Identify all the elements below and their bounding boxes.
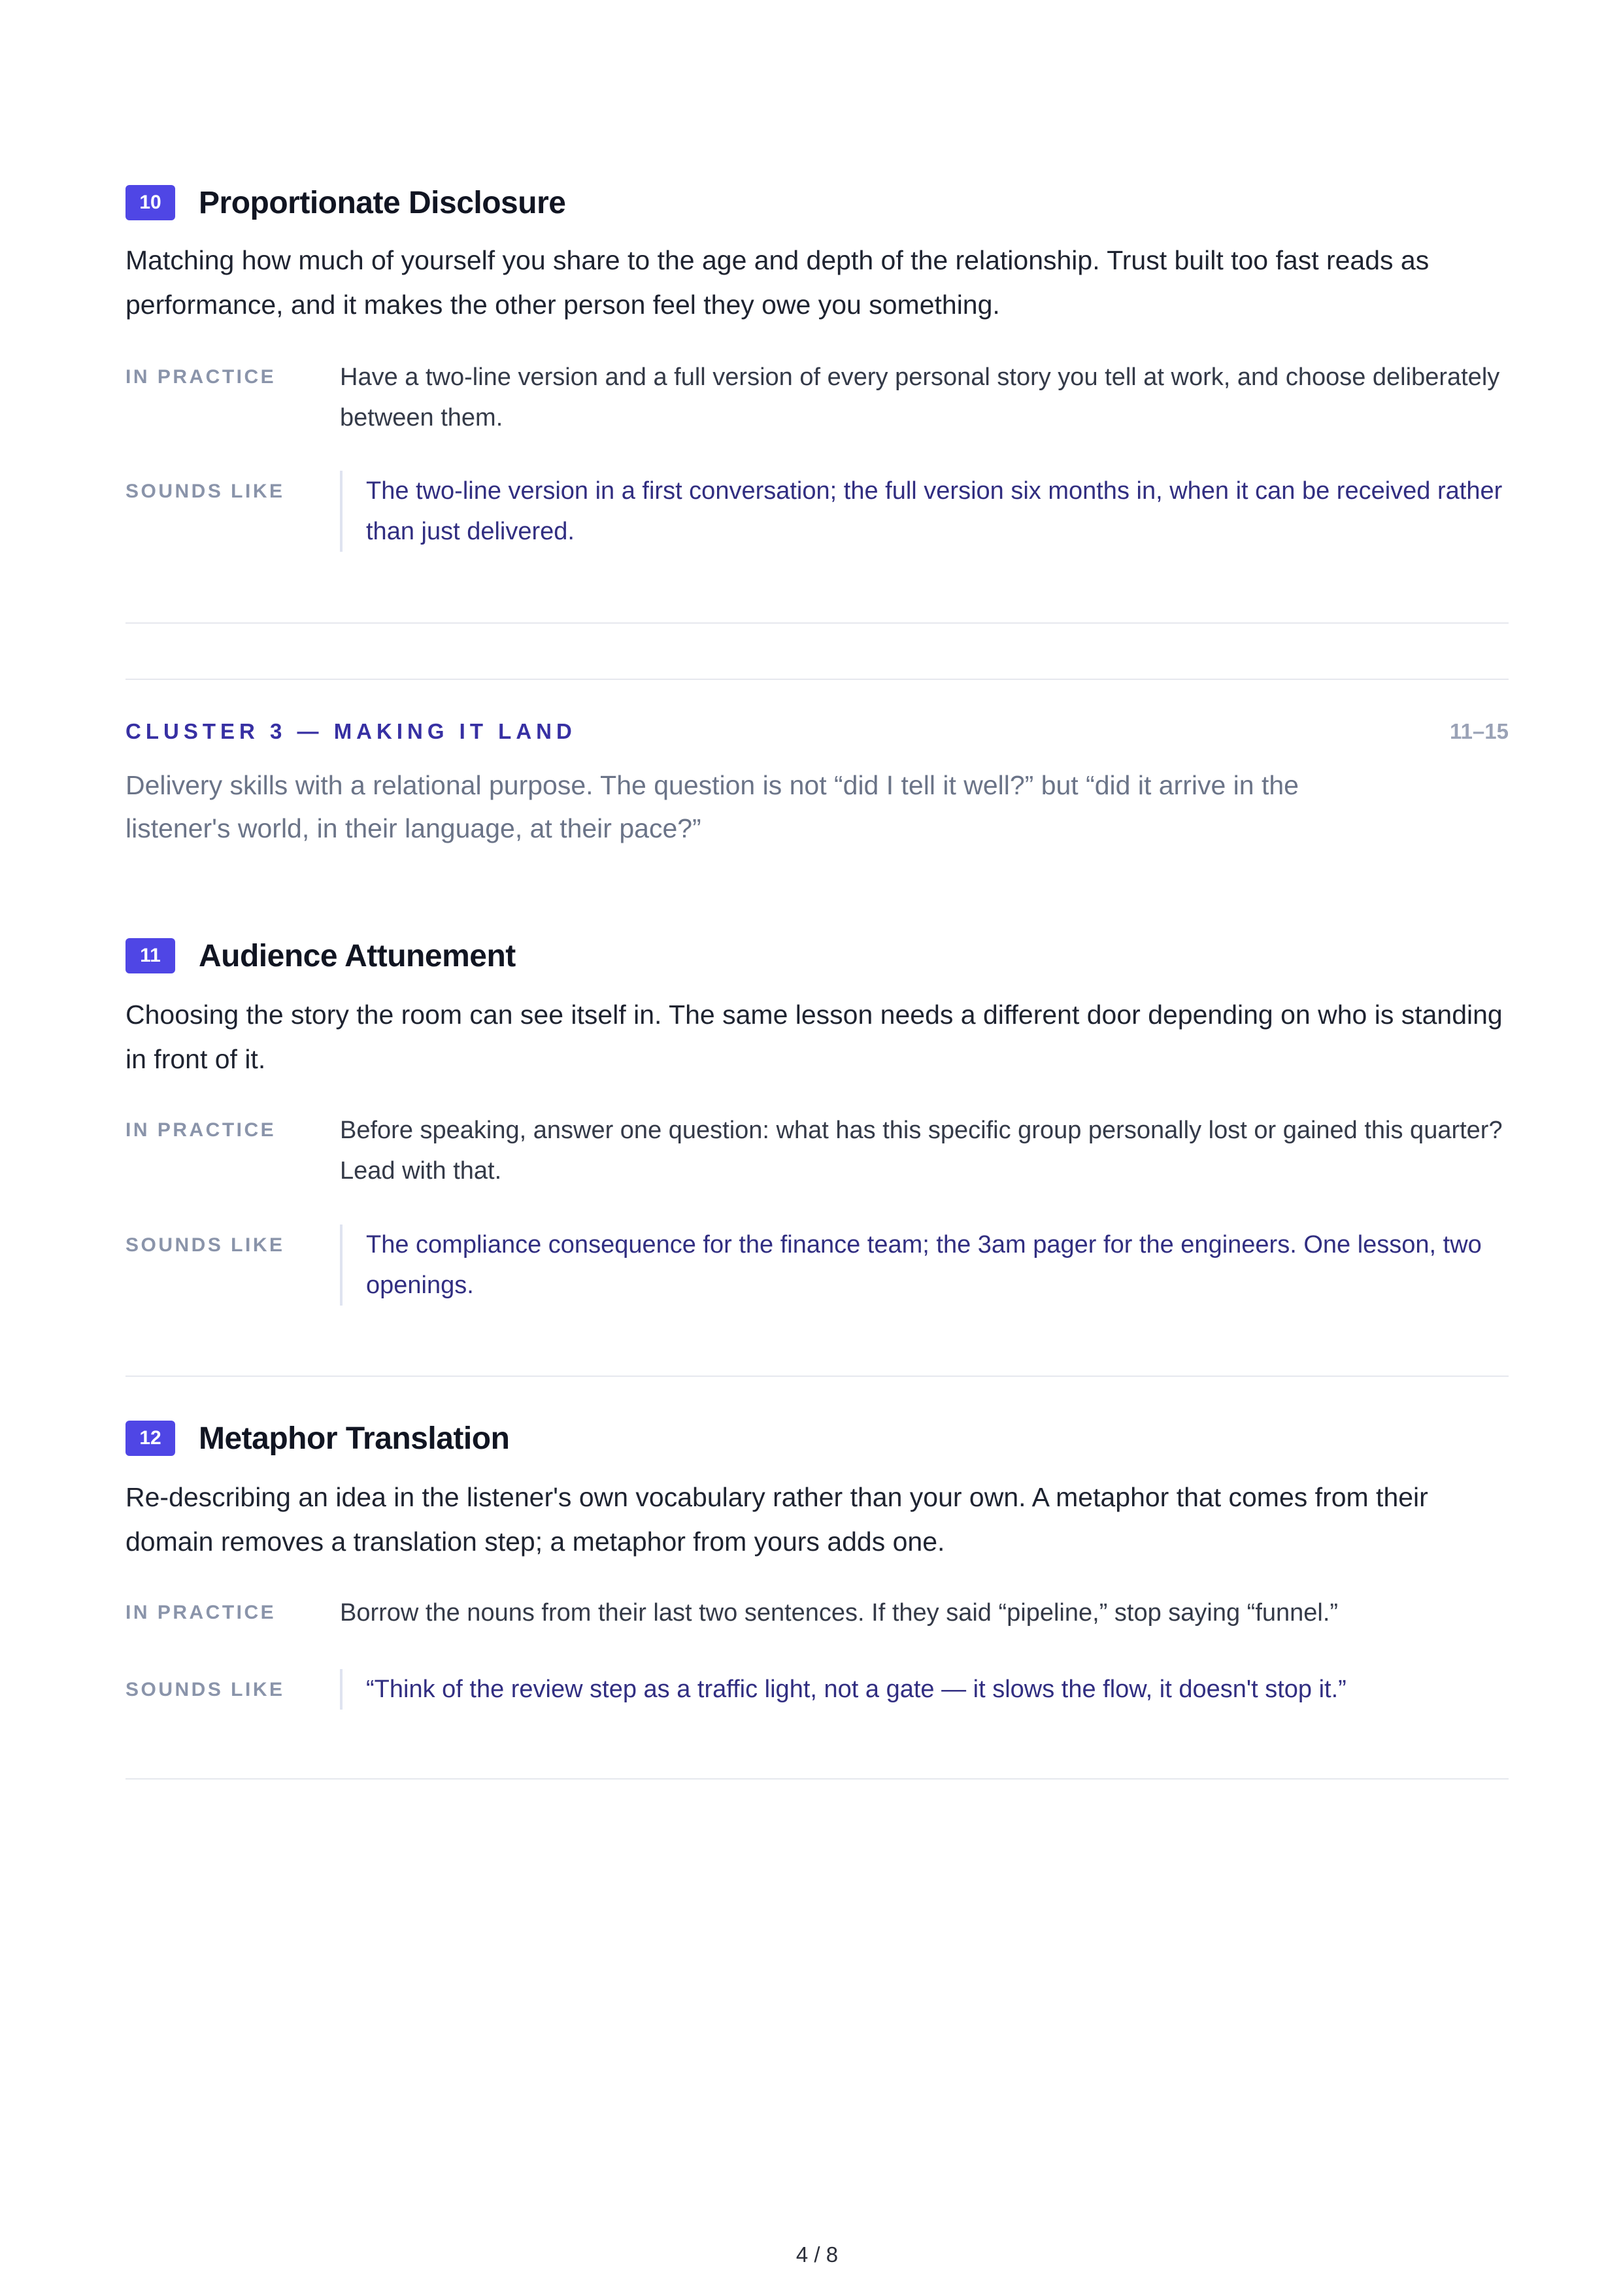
sounds-like-quote: The compliance consequence for the finance team; the 3am pager for the engineers. One lesson, two openings. [340, 1224, 1510, 1306]
in-practice-text: Have a two-line version and a full version of every personal story you tell at work, and choose deliberately between them. [340, 363, 1500, 431]
skill-number-badge: 11 [125, 938, 175, 973]
cluster-title: CLUSTER 3 — MAKING IT LAND [125, 719, 577, 743]
skill-description: Choosing the story the room can see itself in. The same lesson needs a different door depending on who is standing in front of it. [125, 1000, 1503, 1074]
in-practice-text: Before speaking, answer one question: what has this specific group personally lost or gained this quarter? Lead with that. [340, 1117, 1503, 1185]
skill-number-badge: 10 [125, 185, 175, 220]
skill-number-badge: 12 [125, 1421, 175, 1456]
document-page [125, 0, 1509, 2296]
section-divider [125, 622, 1509, 624]
skill-description: Re-describing an idea in the listener's own vocabulary rather than your own. A metaphor that comes from their domain removes a translation step; a metaphor from yours adds one. [125, 1482, 1428, 1557]
in-practice-label: IN PRACTICE [125, 1602, 276, 1623]
page-number: 4 / 8 [795, 2242, 839, 2267]
cluster-divider [125, 679, 1509, 680]
in-practice-label: IN PRACTICE [125, 366, 276, 388]
skill-title: Proportionate Disclosure [199, 185, 566, 220]
skill-heading [125, 183, 565, 222]
sounds-like-label: SOUNDS LIKE [125, 481, 285, 502]
sounds-like-quote: “Think of the review step as a traffic light, not a gate — it slows the flow, it doesn't stop it.” [340, 1669, 1510, 1710]
section-divider [125, 1376, 1509, 1377]
skill-title: Audience Attunement [199, 938, 516, 973]
sounds-like-quote: The two-line version in a first conversation; the full version six months in, when it can be received rather than just delivered. [340, 471, 1510, 552]
sounds-like-label: SOUNDS LIKE [125, 1234, 285, 1256]
sounds-like-label: SOUNDS LIKE [125, 1679, 285, 1700]
cluster-range: 11–15 [1450, 719, 1509, 743]
cluster-description: Delivery skills with a relational purpose. The question is not “did I tell it well?” but “did it arrive in the listener's world, in their language, at their pace?” [125, 770, 1299, 843]
section-divider [125, 1778, 1509, 1780]
in-practice-text: Borrow the nouns from their last two sentences. If they said “pipeline,” stop saying “funnel.” [340, 1599, 1339, 1627]
skill-description: Matching how much of yourself you share to the age and depth of the relationship. Trust built too fast reads as performance, and it makes the other person feel they owe you something. [125, 245, 1430, 320]
skill-title: Metaphor Translation [199, 1421, 510, 1456]
skill-heading [125, 1419, 509, 1458]
skill-heading [125, 936, 516, 975]
in-practice-label: IN PRACTICE [125, 1119, 276, 1141]
